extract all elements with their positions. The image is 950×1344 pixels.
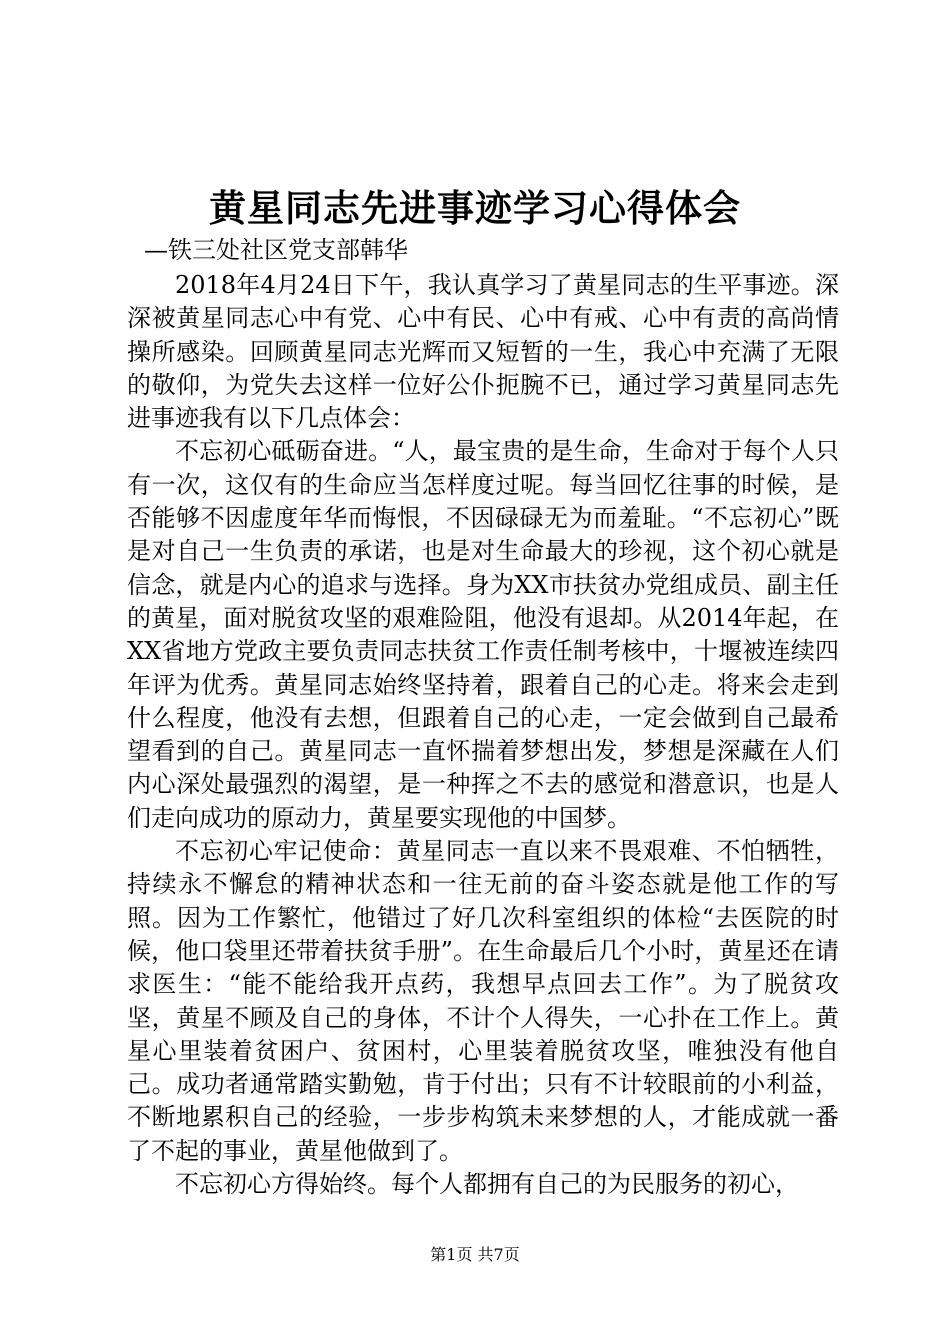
document-title: 黄星同志先进事迹学习心得体会 bbox=[209, 186, 741, 230]
author-line: —铁三处社区党支部韩华 bbox=[144, 236, 408, 264]
paragraph-point-3: 不忘初心方得始终。每个人都拥有自己的为民服务的初心， bbox=[175, 1170, 799, 1199]
page-number-footer: 第1页 共7页 bbox=[430, 1245, 520, 1264]
paragraph-point-2: 不忘初心牢记使命：黄星同志一直以来不畏艰难、不怕牺牲，持续永不懈怠的精神状态和一往无前的奋斗姿态就是他工作的写照。因为工作繁忙，他错过了好几次科室组织的体检“去医院的时候，他口袋里还带着扶贫手册”。在生命最后几个小时，黄星还在请求医生：“能不能给我开点药，我想早点回去工作”。为了脱贫攻坚，黄星不顾及自己的身体，不计个人得失，一心扑在工作上。黄星心里装着贫困户、贫困村，心里装着脱贫攻坚，唯独没有他自己。成功者通常踏实勤勉，肯于付出；只有不计较眼前的小利益，不断地累积自己的经验，一步步构筑未来梦想的人，才能成就一番了不起的事业，黄星他做到了。 bbox=[127, 837, 839, 1165]
document-body bbox=[127, 269, 839, 1201]
paragraph-intro: 2018年4月24日下午，我认真学习了黄星同志的生平事迹。深深被黄星同志心中有党、心中有民、心中有戒、心中有责的高尚情操所感染。回顾黄星同志光辉而又短暂的一生，我心中充满了无限的敬仰，为党失去这样一位好公仆扼腕不已，通过学习黄星同志先进事迹我有以下几点体会： bbox=[127, 271, 839, 433]
paragraph-point-1: 不忘初心砥砺奋进。“人，最宝贵的是生命，生命对于每个人只有一次，这仅有的生命应当怎样度过呢。每当回忆往事的时候，是否能够不因虚度年华而悔恨，不因碌碌无为而羞耻。“不忘初心”既是对自己一生负责的承诺，也是对生命最大的珍视，这个初心就是信念，就是内心的追求与选择。身为XX市扶贫办党组成员、副主任的黄星，面对脱贫攻坚的艰难险阻，他没有退却。从2014年起，在XX省地方党政主要负责同志扶贫工作责任制考核中，十堰被连续四年评为优秀。黄星同志始终坚持着，跟着自己的心走。将来会走到什么程度，他没有去想，但跟着自己的心走，一定会做到自己最希望看到的自己。黄星同志一直怀揣着梦想出发，梦想是深藏在人们内心深处最强烈的渴望，是一种挥之不去的感觉和潜意识，也是人们走向成功的原动力，黄星要实现他的中国梦。 bbox=[127, 437, 839, 832]
